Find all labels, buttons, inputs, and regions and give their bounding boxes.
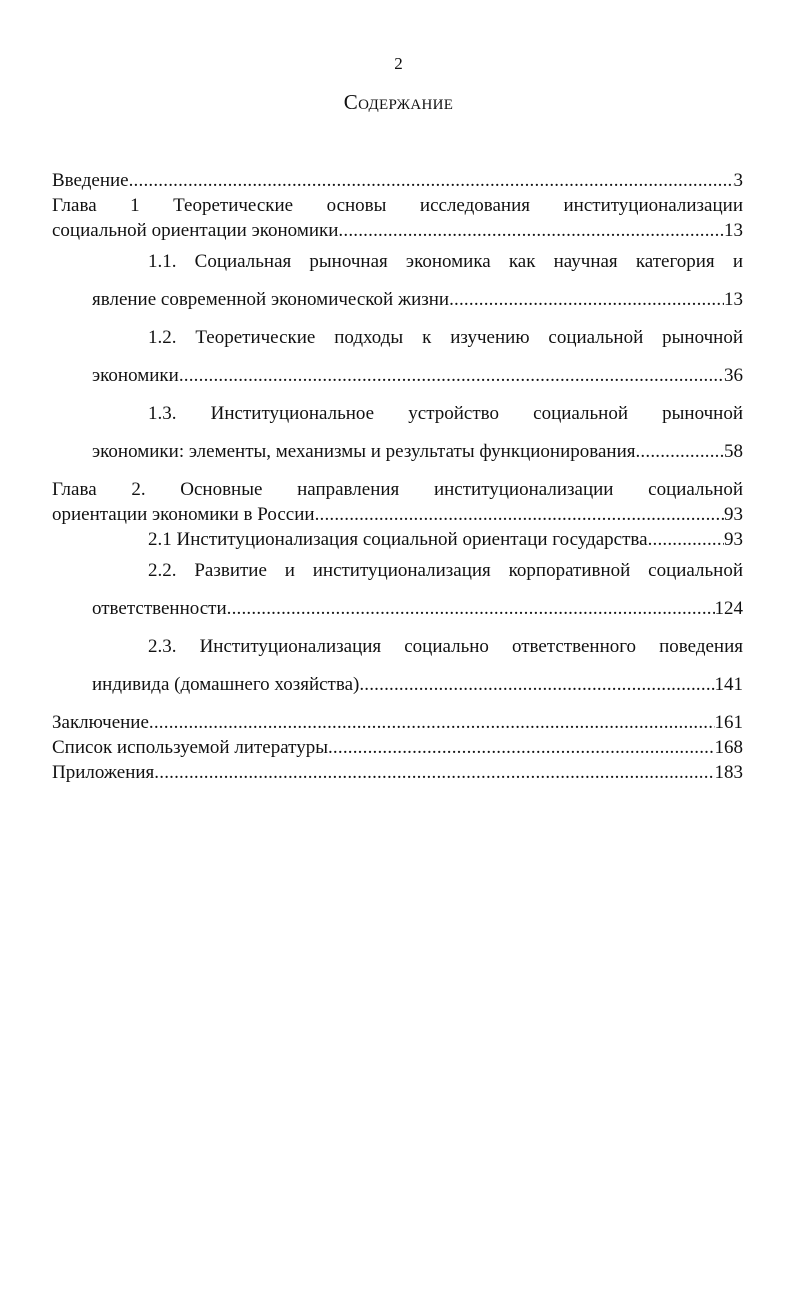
toc-page: 36 (724, 365, 743, 386)
page-number: 2 (394, 54, 403, 73)
toc-page: 3 (733, 170, 743, 191)
toc-label-cont: индивида (домашнего хозяйства) (92, 674, 360, 695)
toc-leader (338, 218, 724, 243)
toc-entry-1-1[interactable] (52, 243, 743, 319)
toc-page: 58 (724, 441, 743, 462)
toc-label: Введение (52, 170, 129, 191)
toc-entry-1-2[interactable] (52, 319, 743, 395)
toc-label-cont: социальной ориентации экономики (52, 220, 339, 241)
table-of-contents (52, 168, 743, 785)
toc-leader (635, 433, 724, 471)
toc-entry-2-3[interactable] (52, 628, 743, 704)
toc-leader (648, 527, 724, 552)
toc-leader (449, 281, 724, 319)
toc-page: 141 (714, 674, 743, 695)
toc-label: 2.1 Институционализация социальной ориентаци государства (148, 529, 648, 550)
toc-label: Заключение (52, 712, 149, 733)
toc-entry-appendix[interactable] (52, 760, 743, 785)
toc-leader (154, 760, 714, 785)
toc-label: Глава 2. Основные направления институционализации социальной (52, 479, 743, 500)
toc-entry-references[interactable] (52, 735, 743, 760)
toc-page: 124 (714, 598, 743, 619)
toc-label: 1.1. Социальная рыночная экономика как научная категория и (148, 251, 743, 272)
toc-leader (328, 735, 715, 760)
toc-page: 13 (724, 220, 743, 241)
toc-label-cont: ответственности (92, 598, 227, 619)
toc-page: 93 (724, 529, 743, 550)
toc-label: Список используемой литературы (52, 737, 328, 758)
toc-leader (129, 168, 734, 193)
toc-leader (315, 502, 724, 527)
toc-entry-chapter-1[interactable] (52, 193, 743, 243)
toc-label: 2.2. Развитие и институционализация корпоративной социальной (148, 560, 743, 581)
toc-leader (149, 710, 715, 735)
toc-entry-2-2[interactable] (52, 552, 743, 628)
toc-label-cont: явление современной экономической жизни (92, 289, 450, 310)
toc-page: 183 (714, 762, 743, 783)
toc-entry-conclusion[interactable] (52, 710, 743, 735)
toc-entry-intro[interactable] (52, 168, 743, 193)
toc-label-cont: экономики (92, 365, 179, 386)
toc-page: 161 (714, 712, 743, 733)
toc-label: 1.3. Институциональное устройство социальной рыночной (148, 403, 743, 424)
toc-leader (359, 666, 714, 704)
toc-label: 2.3. Институционализация социально ответственного поведения (148, 636, 743, 657)
toc-label: Глава 1 Теоретические основы исследования институционализации (52, 195, 743, 216)
toc-entry-chapter-2[interactable] (52, 477, 743, 527)
toc-entry-2-1[interactable] (52, 527, 743, 552)
toc-page: 93 (724, 504, 743, 525)
toc-page: 168 (714, 737, 743, 758)
toc-page: 13 (724, 289, 743, 310)
toc-label-cont: ориентации экономики в России (52, 504, 315, 525)
toc-label: Приложения (52, 762, 155, 783)
toc-label: 1.2. Теоретические подходы к изучению социальной рыночной (148, 327, 743, 348)
toc-leader (227, 590, 715, 628)
toc-leader (179, 357, 724, 395)
page-title: Содержание (343, 90, 454, 114)
toc-label-cont: экономики: элементы, механизмы и результаты функционирования (92, 441, 636, 462)
toc-entry-1-3[interactable] (52, 395, 743, 471)
